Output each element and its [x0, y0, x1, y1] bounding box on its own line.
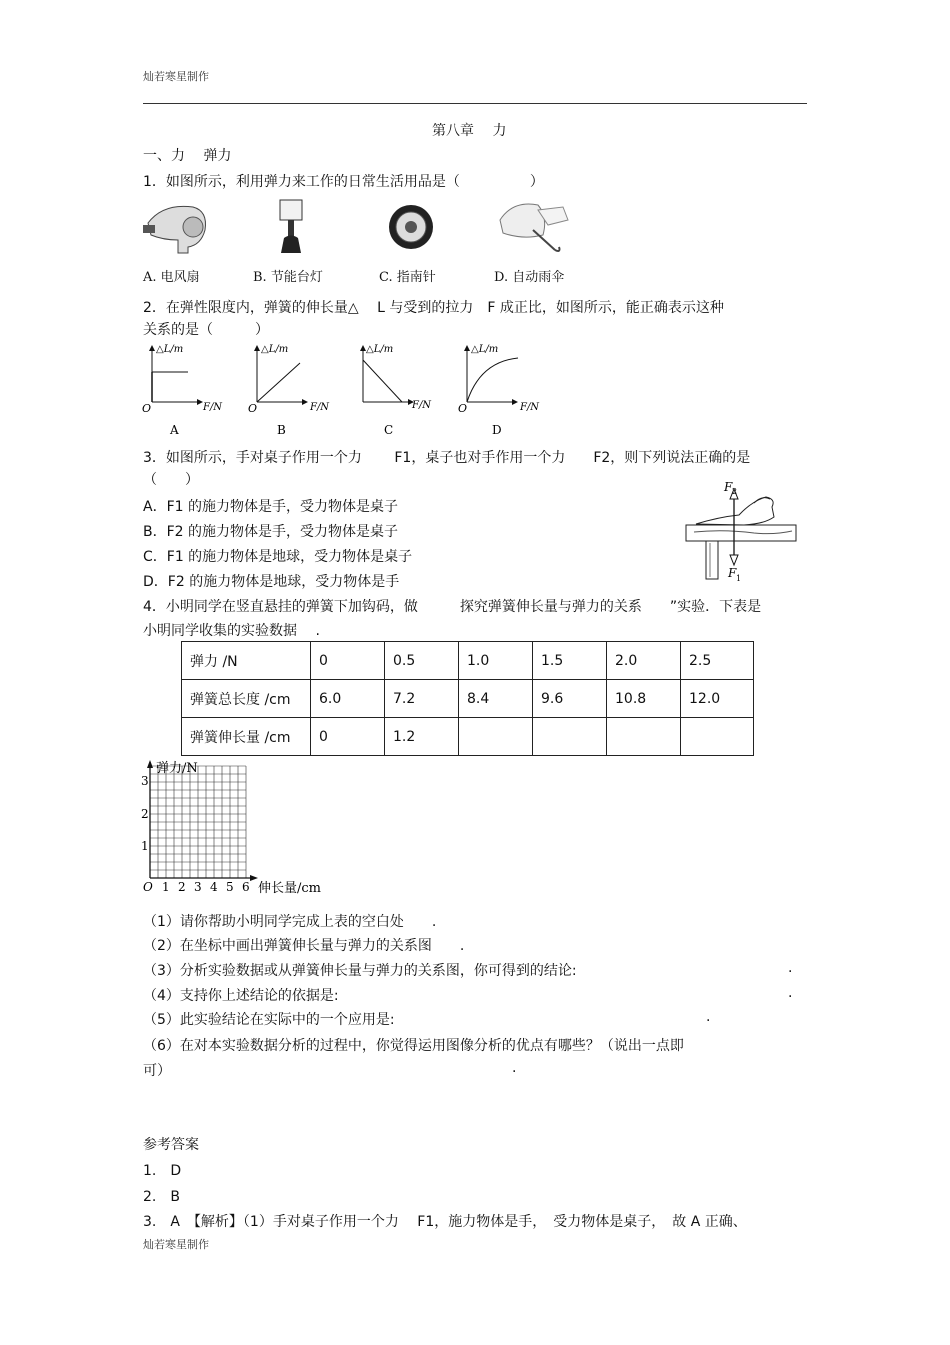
table-row — [182, 642, 754, 680]
table-cell: 2.5 — [681, 642, 754, 680]
hair-dryer-icon — [143, 206, 206, 253]
table-cell: 12.0 — [681, 680, 754, 718]
table-cell — [681, 718, 754, 756]
y-tick: 3 — [141, 774, 149, 788]
q3-option-b: B．F2 的施力物体是手，受力物体是桌子 — [143, 524, 399, 540]
table-cell: 0 — [311, 718, 385, 756]
graph-d-label: D — [492, 423, 502, 437]
q1-option-d: D. 自动雨伞 — [494, 270, 565, 285]
table-cell: 0 — [311, 642, 385, 680]
q1-option-b: B. 节能台灯 — [253, 270, 323, 285]
header-maker: 灿若寒星制作 — [143, 70, 209, 83]
table-cell — [607, 718, 681, 756]
q1-option-a: A. 电风扇 — [143, 270, 200, 285]
data-table — [181, 641, 754, 756]
q1-images — [143, 195, 583, 260]
x-tick: 6 — [242, 880, 250, 894]
table-cell: 1.2 — [385, 718, 459, 756]
graph-c-ylabel: △L/m — [366, 344, 394, 355]
graph-a-xlabel: F/N — [203, 402, 223, 413]
question-2-line2: 关系的是（ ） — [143, 322, 269, 338]
table-cell: 弹簧伸长量 /cm — [182, 718, 311, 756]
footer-maker: 灿若寒星制作 — [143, 1238, 209, 1251]
answer-3: 3. A 【解析】（1）手对桌子作用一个力 F1，施力物体是手， 受力物体是桌子， 故 A 正确、 — [143, 1214, 747, 1230]
header-divider — [143, 103, 807, 104]
graph-b — [248, 344, 330, 437]
q4-sub3: （3）分析实验数据或从弹簧伸长量与弹力的关系图，你可得到的结论: — [143, 963, 577, 979]
q2-graphs — [140, 340, 560, 440]
table-cell: 弹簧总长度 /cm — [182, 680, 311, 718]
question-2-line1: 2．在弹性限度内，弹簧的伸长量△ L 与受到的拉力 F 成正比，如图所示，能正确表示这种 — [143, 300, 724, 316]
x-tick: 1 — [162, 880, 170, 894]
graph-d-xlabel: F/N — [520, 402, 540, 413]
graph-a-label: A — [170, 423, 179, 437]
question-4-line2: 小明同学收集的实验数据 . — [143, 623, 320, 639]
hand-table-figure — [684, 477, 799, 585]
f2-label: F — [724, 480, 733, 494]
f1-label: F — [728, 566, 737, 580]
table-cell: 1.5 — [533, 642, 607, 680]
table-cell: 10.8 — [607, 680, 681, 718]
y-tick: 1 — [141, 839, 149, 853]
question-4-line1: 4．小明同学在竖直悬挂的弹簧下加钩码，做 探究弹簧伸长量与弹力的关系 ”实验．下表是 — [143, 599, 762, 615]
compass-icon — [389, 205, 433, 249]
table-cell — [533, 718, 607, 756]
table-row — [182, 680, 754, 718]
graph-c-label: C — [384, 423, 394, 437]
answer-2: 2. B — [143, 1189, 180, 1205]
graph-b-ylabel: △L/m — [261, 344, 289, 355]
grid-ylabel: 弹力/N — [156, 761, 198, 776]
graph-b-xlabel: F/N — [310, 402, 330, 413]
x-tick: 5 — [226, 880, 234, 894]
q3-option-a: A．F1 的施力物体是手，受力物体是桌子 — [143, 499, 398, 515]
graph-a-origin: O — [142, 402, 152, 415]
table-cell: 弹力 /N — [182, 642, 311, 680]
question-1: 1．如图所示，利用弹力来工作的日常生活用品是（ ） — [143, 174, 544, 190]
table-cell — [459, 718, 533, 756]
grid-lines — [150, 766, 246, 878]
chapter-title: 第八章 力 — [432, 123, 507, 139]
q4-sub3-period: . — [788, 960, 793, 976]
graph-d-ylabel: △L/m — [471, 344, 499, 355]
table-cell: 2.0 — [607, 642, 681, 680]
desk-lamp-icon — [280, 200, 302, 253]
y-tick: 2 — [141, 807, 149, 821]
q4-sub1: （1）请你帮助小明同学完成上表的空白处 . — [143, 914, 437, 930]
q4-sub2: （2）在坐标中画出弹簧伸长量与弹力的关系图 . — [143, 938, 465, 954]
x-tick: 3 — [194, 880, 202, 894]
answers-heading: 参考答案 — [143, 1137, 199, 1153]
table-row — [182, 718, 754, 756]
graph-d-origin: O — [458, 402, 468, 415]
q4-sub6-period: . — [512, 1060, 517, 1076]
question-3-line1: 3．如图所示，手对桌子作用一个力 F1，桌子也对手作用一个力 F2，则下列说法正确的是 — [143, 450, 751, 466]
answer-1: 1. D — [143, 1163, 182, 1179]
table-cell: 6.0 — [311, 680, 385, 718]
f1-sub: 1 — [736, 574, 742, 583]
q4-sub6-cont: 可） — [143, 1063, 171, 1079]
table-cell: 0.5 — [385, 642, 459, 680]
graph-c-xlabel: F/N — [412, 400, 432, 411]
f2-sub: 2 — [732, 487, 738, 496]
grid-origin: O — [143, 880, 153, 894]
q1-option-c: C. 指南针 — [379, 270, 436, 285]
q4-sub5-period: . — [706, 1009, 711, 1025]
table-cell: 9.6 — [533, 680, 607, 718]
graph-c — [363, 344, 432, 437]
table-cell: 8.4 — [459, 680, 533, 718]
q4-sub4: （4）支持你上述结论的依据是: — [143, 988, 339, 1004]
question-3-line2: （ ） — [143, 472, 199, 488]
q3-option-c: C．F1 的施力物体是地球，受力物体是桌子 — [143, 549, 413, 565]
q4-sub5: （5）此实验结论在实际中的一个应用是: — [143, 1012, 395, 1028]
section-heading: 一、力 弹力 — [143, 148, 232, 164]
answer-grid — [138, 758, 338, 898]
x-tick: 2 — [178, 880, 186, 894]
table-cell: 1.0 — [459, 642, 533, 680]
table-cell: 7.2 — [385, 680, 459, 718]
umbrella-icon — [500, 204, 568, 251]
graph-a — [142, 344, 223, 437]
graph-b-origin: O — [248, 402, 258, 415]
q4-sub6: （6）在对本实验数据分析的过程中，你觉得运用图像分析的优点有哪些？（说出一点即 — [143, 1038, 684, 1054]
graph-b-label: B — [277, 423, 286, 437]
grid-xlabel: 伸长量/cm — [258, 881, 321, 896]
x-tick: 4 — [210, 880, 218, 894]
graph-d — [458, 344, 540, 437]
q4-sub4-period: . — [788, 985, 793, 1001]
q3-option-d: D．F2 的施力物体是地球，受力物体是手 — [143, 574, 400, 590]
graph-a-ylabel: △L/m — [156, 344, 184, 355]
